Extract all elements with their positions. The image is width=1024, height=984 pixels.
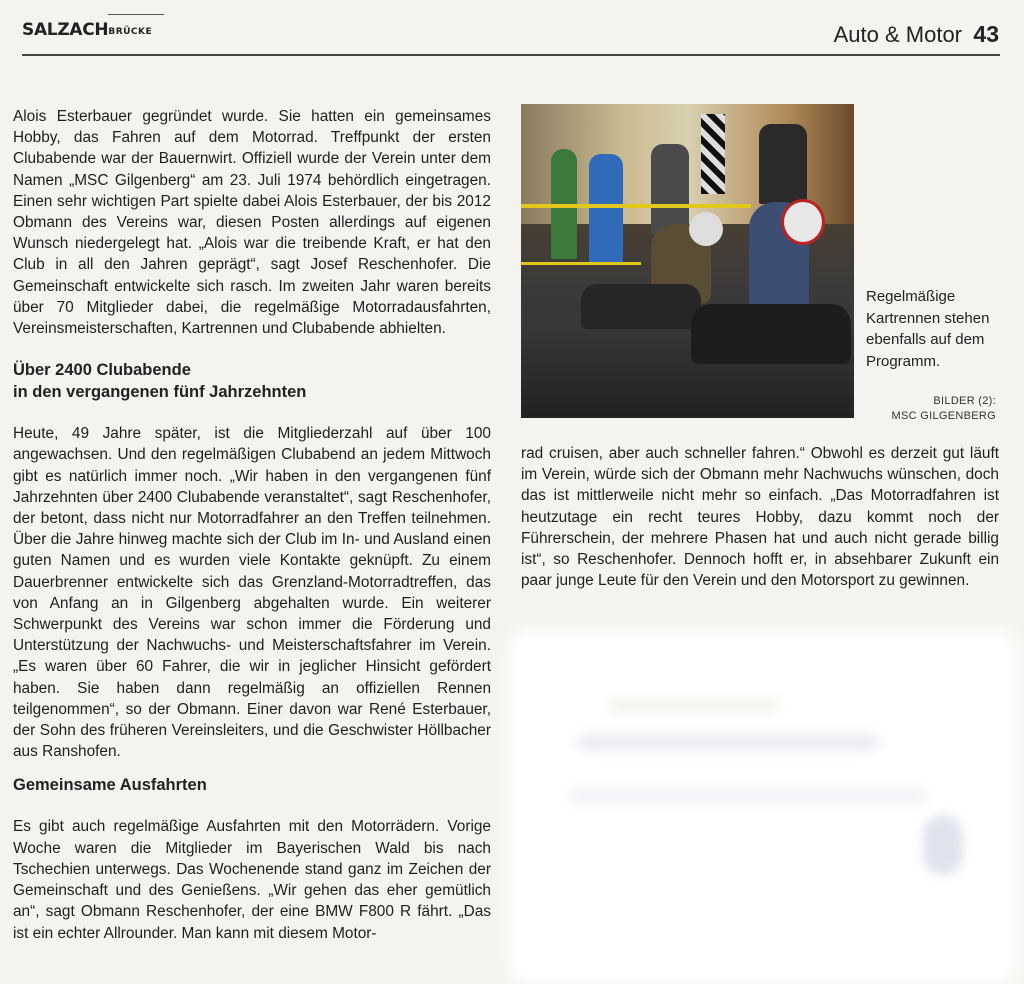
- checkered-flag: [701, 114, 725, 194]
- yellow-railing: [521, 204, 751, 208]
- logo-small-text: BRÜCKE: [108, 27, 153, 37]
- subheading-line: Über 2400 Clubabende: [13, 361, 191, 380]
- go-kart: [691, 304, 851, 364]
- spectator: [589, 154, 623, 264]
- right-column: [521, 443, 999, 591]
- go-kart: [581, 284, 701, 329]
- helmet: [781, 199, 825, 245]
- left-column: [13, 106, 491, 944]
- paragraph: Heute, 49 Jahre später, ist die Mitgliederzahl auf über 100 angewachsen. Und den regelmäßigen Clubabend an jedem Mittwoch gibt es natürlich immer noch. „Wir haben in den vergangenen fünf Jahrzehnten über 2400 Clubabende veranstaltet“, sagt Reschenhofer, der betont, dass nicht nur Motorradfahrer an den Treffen teilnehmen. Über die Jahre hinweg machte sich der Club im In- und Ausland einen guten Namen und es wurden viele Kontakte geknüpft. Zu einem Dauerbrenner entwickelte sich das Grenzland-Motorradtreffen, das von Anfang an in Gilgenberg abgehalten wurde. Ein weiterer Schwerpunkt des Vereins war schon immer die Förderung und Unterstützung der Nachwuchs- und Meisterschaftsfahrer im Verein. „Es waren über 60 Fahrer, die wir in jeglicher Hinsicht gefördert haben. Sie haben dann regelmäßig an offiziellen Rennen teilgenommen“, so der Obmann. Einer davon war René Esterbauer, der Sohn des früheren Vereinsleiters, und die Geschwister Höllbacher aus Ranshofen.: [13, 425, 491, 761]
- helmet: [689, 212, 723, 246]
- photo-credit: [866, 394, 996, 424]
- credit-line: BILDER (2):: [933, 395, 996, 407]
- credit-line: MSC GILGENBERG: [891, 410, 996, 422]
- header-rule: [22, 54, 1000, 56]
- photo-caption: Regelmäßige Kartrennen stehen ebenfalls auf dem Programm.: [866, 288, 990, 370]
- paragraph: Es gibt auch regelmäßige Ausfahrten mit den Motorrädern. Vorige Woche waren die Mitglieder im Bayerischen Wald bis nach Tschechien unterwegs. Das Wochenende stand ganz im Zeichen der Gemeinschaft und des Genießens. „Wir gehen das eher gemütlich an“, sagt Obmann Reschenhofer, der eine BMW F800 R fährt. „Das ist ein echter Allrounder. Man kann mit diesem Motor-: [13, 818, 491, 942]
- spectator: [651, 144, 689, 234]
- spectator: [759, 124, 807, 204]
- subheading-clubabende: [13, 359, 491, 403]
- subheading-ausfahrten: Gemeinsame Ausfahrten: [13, 776, 207, 795]
- kart-race-photo: [521, 104, 854, 418]
- redacted-advertisement: [518, 640, 1008, 975]
- section-title: Auto & Motor: [833, 22, 962, 47]
- paragraph: Alois Esterbauer gegründet wurde. Sie hatten ein gemeinsames Hobby, das Fahren auf dem Motorrad. Treffpunkt der ersten Clubabende war der Bauernwirt. Offiziell wurde der Verein unter dem Namen „MSC Gilgenberg“ am 23. Juli 1974 behördlich eingetragen. Einen sehr wichtigen Part spielte dabei Alois Esterbauer, der bis 2012 Obmann des Vereins war, diesen Posten allerdings auf eigenen Wunsch niedergelegt hat. „Alois war die treibende Kraft, er hat den Club in all den Jahren geprägt“, sagt Josef Reschenhofer. Die Gemeinschaft entwickelte sich rasch. Im zweiten Jahr waren bereits über 70 Mitglieder dabei, die regelmäßige Motorradausfahrten, Vereinsmeisterschaften, Kartrennen und Clubabende abhielten.: [13, 108, 491, 338]
- paragraph: rad cruisen, aber auch schneller fahren.“ Obwohl es derzeit gut läuft im Verein, würde sich der Obmann mehr Nachwuchs wünschen, doch das ist mittlerweile nicht mehr so einfach. „Das Motorradfahren ist heutzutage ein recht teures Hobby, dazu kommt noch der Führerschein, der mehrere Phasen hat und auch nicht gerade billig ist“, so Reschenhofer. Dennoch hofft er, in absehbarer Zukunft ein paar junge Leute für den Verein und den Motorsport zu gewinnen.: [521, 445, 999, 590]
- yellow-railing: [521, 262, 641, 265]
- page-header: [0, 0, 1024, 56]
- subheading-line: in den vergangenen fünf Jahrzehnten: [13, 383, 307, 402]
- page-number: 43: [973, 21, 999, 47]
- logo-roof-graphic: [108, 14, 164, 23]
- logo-main-text: SALZACH: [22, 20, 109, 40]
- publication-logo: [22, 20, 152, 40]
